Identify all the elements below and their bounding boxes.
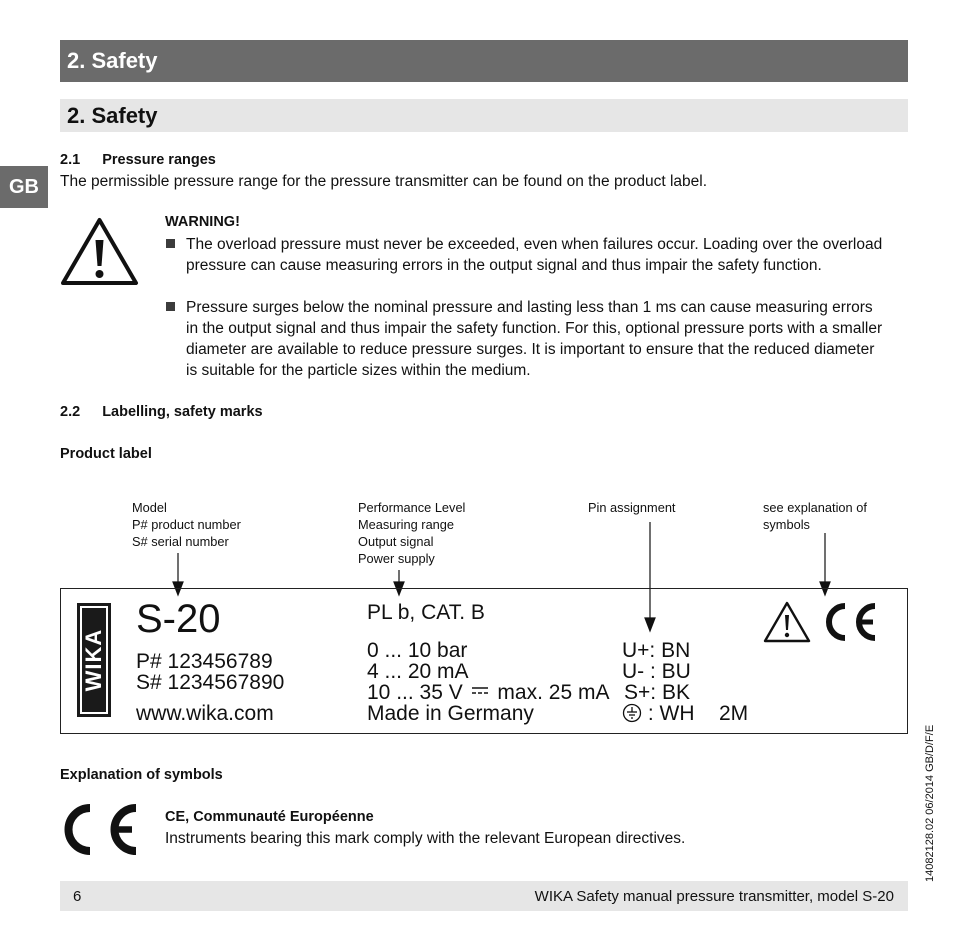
warning-line: pressure can cause measuring errors in the output signal and thus impair the safety function. [186,257,822,274]
page-number: 6 [73,888,82,905]
label-cable-length: 2M [719,702,749,725]
callout-line: see explanation of [763,500,867,515]
callout-line: Model [132,500,167,515]
callout-line: P# product number [132,517,241,532]
warning-title: WARNING! [165,214,240,230]
pin-ground [622,702,695,726]
supply-current: max. 25 mA [497,681,610,704]
callout-line: S# serial number [132,534,229,549]
label-warning-icon [762,600,812,644]
label-product-number: P# 123456789 [136,650,273,673]
callout-line: Pin assignment [588,500,676,515]
page-footer [60,881,908,911]
pressure-intro: The permissible pressure range for the pressure transmitter can be found on the product label. [60,173,708,190]
ce-description: Instruments bearing this mark comply with the relevant European directives. [165,830,686,847]
subheading-number: 2.2 [60,404,81,420]
subheading-text: Labelling, safety marks [102,404,263,420]
dc-symbol-icon [472,686,488,696]
arrow-down-icon [820,533,830,595]
language-tab: GB [0,166,48,208]
pin-u-minus: U- : BU [622,660,691,683]
label-ce-mark-icon [822,600,882,644]
label-url: www.wika.com [136,702,274,725]
symbols-heading: Explanation of symbols [60,767,223,783]
label-made-in: Made in Germany [367,702,534,725]
ground-icon [622,703,642,723]
label-measuring-range: 0 ... 10 bar [367,639,468,662]
footer-title: WIKA Safety manual pressure transmitter, model S-20 [534,888,894,905]
subheading-text: Pressure ranges [102,152,216,168]
chapter-band-title: 2. Safety [67,48,158,73]
callout-line: Output signal [358,534,434,549]
warning-line: is suitable for the particle sizes within the medium. [186,362,531,379]
warning-line: Pressure surges below the nominal pressure and lasting less than 1 ms can cause measuring errors [186,299,873,316]
ce-title: CE, Communauté Européenne [165,809,374,825]
pin-s-plus: S+: BK [624,681,690,704]
wika-logo-text: WIKA [81,628,106,692]
warning-line: The overload pressure must never be exceeded, even when failures occur. Loading over the overload [186,236,883,253]
pin-ground-text: : WH [647,702,695,725]
subheading-number: 2.1 [60,152,81,168]
callout-line: Power supply [358,551,435,566]
pin-u-plus: U+: BN [622,639,691,662]
callout-line: Performance Level [358,500,466,515]
warning-line: in the output signal and thus impair the safety function. For this, optional pressure ports with a smaller [186,320,883,337]
supply-voltage: 10 ... 35 V [367,681,463,704]
section-title: 2. Safety [67,103,158,128]
document-code: 14082128.02 06/2014 GB/D/F/E [924,724,936,882]
label-performance-level: PL b, CAT. B [367,601,485,624]
callout-line: symbols [763,517,810,532]
label-output-signal: 4 ... 20 mA [367,660,469,683]
wika-logo [77,603,111,717]
label-model: S-20 [136,597,221,641]
callout-line: Measuring range [358,517,455,532]
product-label-heading: Product label [60,446,152,462]
label-serial-number: S# 1234567890 [136,671,285,694]
warning-line: diameter are available to reduce pressure surges. It is important to ensure that the reduced diameter [186,341,875,358]
ce-mark-icon [58,801,142,858]
